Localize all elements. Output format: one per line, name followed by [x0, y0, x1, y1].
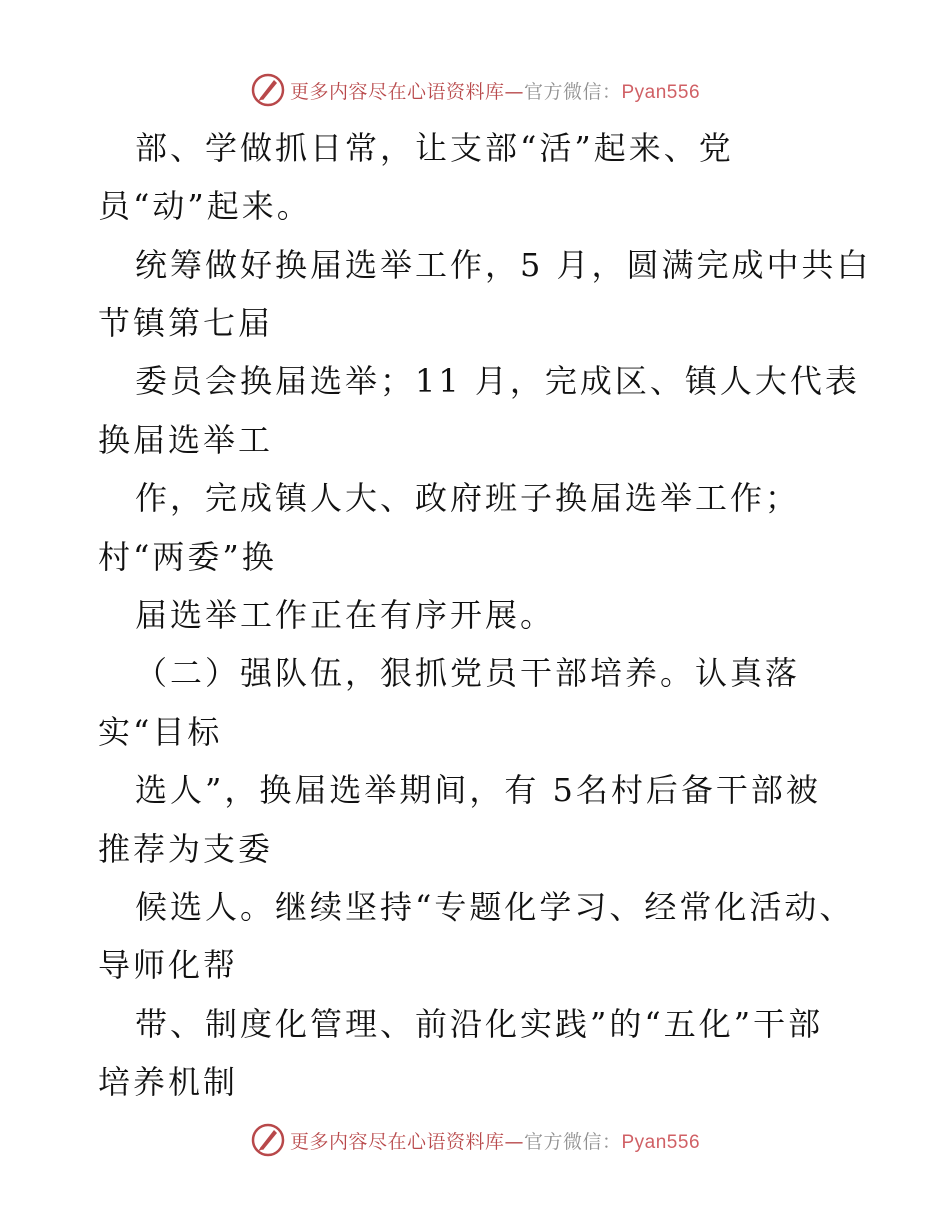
text-line: 培养机制: [98, 1063, 239, 1101]
quill-pen-logo-icon: [250, 1122, 286, 1158]
watermark-text: [290, 1127, 700, 1154]
watermark-wechat-id: Pyan556: [621, 81, 701, 103]
text-line: 员“动”起来。: [98, 187, 312, 225]
text-line: 部、学做抓日常，让支部“活”起来、党: [135, 129, 734, 167]
quill-pen-logo-icon: [250, 72, 286, 108]
text-line: 实“目标: [98, 713, 223, 751]
text-line: 届选举工作正在有序开展。: [135, 596, 556, 634]
watermark-wechat-label: 官方微信：: [523, 80, 622, 103]
text-line: 作，完成镇人大、政府班子换届选举工作；: [135, 479, 801, 517]
text-line: 统筹做好换届选举工作，5 月，圆满完成中共白: [135, 246, 872, 284]
text-line: 节镇第七届: [98, 304, 274, 342]
text-line: 换届选举工: [98, 421, 274, 459]
text-line: 选人”，换届选举期间，有 5名村后备干部被: [135, 771, 821, 809]
watermark-wechat-label: 官方微信：: [523, 1130, 622, 1153]
header-watermark-banner: [0, 70, 950, 110]
text-line: 村“两委”换: [98, 538, 277, 576]
section-heading-line: （二）强队伍，狠抓党员干部培养。认真落: [135, 654, 801, 692]
watermark-dash: —: [504, 1130, 524, 1153]
watermark-wechat-id: Pyan556: [621, 1131, 701, 1153]
text-line: 导师化帮: [98, 946, 239, 984]
footer-watermark-banner: [0, 1120, 950, 1160]
text-line: 推荐为支委: [98, 830, 274, 868]
text-line: 委员会换届选举；11 月，完成区、镇人大代表: [135, 362, 860, 400]
text-line: 带、制度化管理、前沿化实践”的“五化”干部: [135, 1005, 824, 1043]
watermark-text: [290, 77, 700, 104]
watermark-dash: —: [504, 80, 524, 103]
text-line: 候选人。继续坚持“专题化学习、经常化活动、: [135, 888, 855, 926]
watermark-title: 更多内容尽在心语资料库: [289, 80, 505, 103]
watermark-title: 更多内容尽在心语资料库: [289, 1130, 505, 1153]
